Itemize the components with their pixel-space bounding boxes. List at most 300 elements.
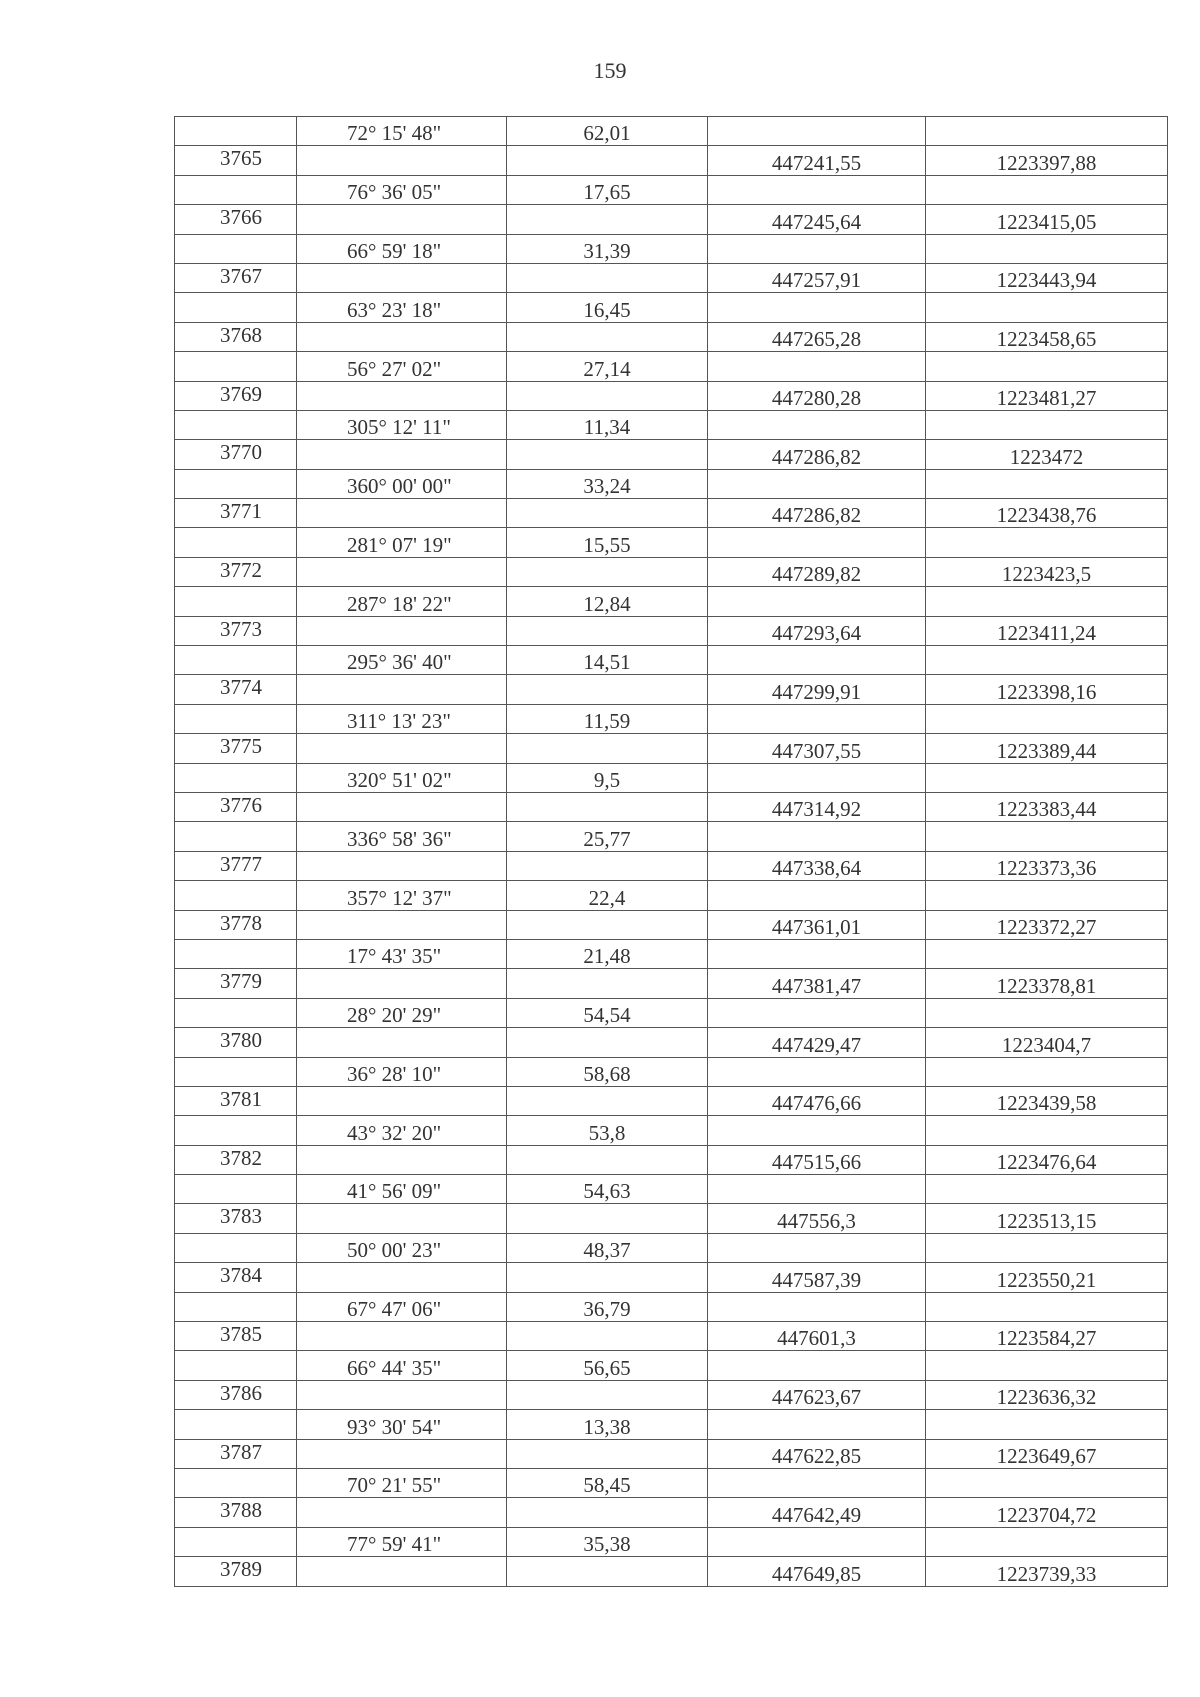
distance-cell: 12,84: [507, 587, 708, 616]
distance-cell: 48,37: [507, 1233, 708, 1262]
segment-row: [175, 881, 1168, 910]
point-row: [175, 440, 1168, 469]
distance-cell: 11,34: [507, 410, 708, 439]
y-cell: [926, 469, 1168, 498]
y-coordinate-cell: 1223378,81: [926, 969, 1168, 998]
point-row: [175, 263, 1168, 292]
point-row: [175, 734, 1168, 763]
segment-row: [175, 939, 1168, 968]
segment-row: [175, 1175, 1168, 1204]
point-row: [175, 322, 1168, 351]
x-coordinate-cell: 447299,91: [708, 675, 926, 704]
point-id-cell: 3789: [175, 1557, 297, 1586]
distance-cell: 58,68: [507, 1057, 708, 1086]
angle-cell: [297, 1557, 507, 1586]
x-coordinate-cell: 447476,66: [708, 1086, 926, 1115]
distance-cell: [507, 1380, 708, 1409]
angle-cell: 41° 56' 09": [297, 1175, 507, 1204]
x-coordinate-cell: 447307,55: [708, 734, 926, 763]
distance-cell: [507, 910, 708, 939]
distance-cell: 21,48: [507, 939, 708, 968]
point-id-cell: 3782: [175, 1145, 297, 1174]
x-coordinate-cell: 447515,66: [708, 1145, 926, 1174]
angle-cell: 28° 20' 29": [297, 998, 507, 1027]
x-cell: [708, 293, 926, 322]
point-cell: [175, 763, 297, 792]
point-cell: [175, 646, 297, 675]
distance-cell: [507, 1322, 708, 1351]
segment-row: [175, 587, 1168, 616]
x-cell: [708, 587, 926, 616]
angle-cell: [297, 616, 507, 645]
angle-cell: [297, 792, 507, 821]
distance-cell: 54,63: [507, 1175, 708, 1204]
x-cell: [708, 1468, 926, 1497]
point-cell: [175, 352, 297, 381]
angle-cell: 66° 59' 18": [297, 234, 507, 263]
x-coordinate-cell: 447289,82: [708, 557, 926, 586]
point-cell: [175, 1468, 297, 1497]
point-row: [175, 1557, 1168, 1586]
angle-cell: [297, 969, 507, 998]
angle-cell: 76° 36' 05": [297, 175, 507, 204]
x-cell: [708, 410, 926, 439]
distance-cell: [507, 205, 708, 234]
y-cell: [926, 293, 1168, 322]
y-cell: [926, 175, 1168, 204]
segment-row: [175, 998, 1168, 1027]
point-id-cell: 3787: [175, 1439, 297, 1468]
distance-cell: [507, 499, 708, 528]
y-coordinate-cell: 1223404,7: [926, 1028, 1168, 1057]
angle-cell: [297, 1380, 507, 1409]
distance-cell: [507, 440, 708, 469]
point-cell: [175, 1116, 297, 1145]
point-row: [175, 557, 1168, 586]
point-row: [175, 1263, 1168, 1292]
y-coordinate-cell: 1223443,94: [926, 263, 1168, 292]
point-row: [175, 969, 1168, 998]
angle-cell: 50° 00' 23": [297, 1233, 507, 1262]
segment-row: [175, 646, 1168, 675]
point-row: [175, 792, 1168, 821]
distance-cell: [507, 1439, 708, 1468]
point-cell: [175, 939, 297, 968]
angle-cell: 56° 27' 02": [297, 352, 507, 381]
x-coordinate-cell: 447623,67: [708, 1380, 926, 1409]
point-row: [175, 616, 1168, 645]
angle-cell: [297, 1028, 507, 1057]
angle-cell: [297, 1145, 507, 1174]
point-cell: [175, 1057, 297, 1086]
x-cell: [708, 704, 926, 733]
angle-cell: 36° 28' 10": [297, 1057, 507, 1086]
x-coordinate-cell: 447601,3: [708, 1322, 926, 1351]
x-coordinate-cell: 447642,49: [708, 1498, 926, 1527]
point-cell: [175, 704, 297, 733]
y-coordinate-cell: 1223411,24: [926, 616, 1168, 645]
x-cell: [708, 1527, 926, 1556]
distance-cell: 56,65: [507, 1351, 708, 1380]
coordinate-table-body: [175, 117, 1168, 1587]
angle-cell: [297, 557, 507, 586]
distance-cell: [507, 263, 708, 292]
x-cell: [708, 1351, 926, 1380]
y-cell: [926, 1527, 1168, 1556]
point-id-cell: 3775: [175, 734, 297, 763]
y-cell: [926, 939, 1168, 968]
x-cell: [708, 1410, 926, 1439]
x-cell: [708, 998, 926, 1027]
x-coordinate-cell: 447286,82: [708, 440, 926, 469]
coordinate-table: [174, 116, 1168, 1587]
segment-row: [175, 822, 1168, 851]
point-id-cell: 3773: [175, 616, 297, 645]
segment-row: [175, 1116, 1168, 1145]
distance-cell: [507, 381, 708, 410]
angle-cell: 281° 07' 19": [297, 528, 507, 557]
point-row: [175, 205, 1168, 234]
point-cell: [175, 881, 297, 910]
point-id-cell: 3783: [175, 1204, 297, 1233]
point-row: [175, 851, 1168, 880]
distance-cell: [507, 557, 708, 586]
angle-cell: [297, 146, 507, 175]
angle-cell: 320° 51' 02": [297, 763, 507, 792]
y-cell: [926, 410, 1168, 439]
segment-row: [175, 352, 1168, 381]
point-id-cell: 3776: [175, 792, 297, 821]
point-id-cell: 3786: [175, 1380, 297, 1409]
y-cell: [926, 881, 1168, 910]
angle-cell: 336° 58' 36": [297, 822, 507, 851]
y-cell: [926, 704, 1168, 733]
angle-cell: [297, 1204, 507, 1233]
angle-cell: [297, 205, 507, 234]
angle-cell: [297, 440, 507, 469]
distance-cell: 54,54: [507, 998, 708, 1027]
segment-row: [175, 763, 1168, 792]
angle-cell: [297, 734, 507, 763]
y-cell: [926, 528, 1168, 557]
point-id-cell: 3768: [175, 322, 297, 351]
segment-row: [175, 469, 1168, 498]
point-row: [175, 1028, 1168, 1057]
distance-cell: 31,39: [507, 234, 708, 263]
point-cell: [175, 1410, 297, 1439]
angle-cell: 305° 12' 11": [297, 410, 507, 439]
point-cell: [175, 998, 297, 1027]
distance-cell: 35,38: [507, 1527, 708, 1556]
point-cell: [175, 528, 297, 557]
segment-row: [175, 1527, 1168, 1556]
angle-cell: 357° 12' 37": [297, 881, 507, 910]
y-cell: [926, 587, 1168, 616]
segment-row: [175, 234, 1168, 263]
y-coordinate-cell: 1223649,67: [926, 1439, 1168, 1468]
x-coordinate-cell: 447556,3: [708, 1204, 926, 1233]
y-coordinate-cell: 1223584,27: [926, 1322, 1168, 1351]
segment-row: [175, 1057, 1168, 1086]
distance-cell: 15,55: [507, 528, 708, 557]
point-row: [175, 675, 1168, 704]
point-cell: [175, 293, 297, 322]
point-row: [175, 1086, 1168, 1115]
y-cell: [926, 234, 1168, 263]
angle-cell: [297, 381, 507, 410]
angle-cell: 295° 36' 40": [297, 646, 507, 675]
distance-cell: 17,65: [507, 175, 708, 204]
distance-cell: 16,45: [507, 293, 708, 322]
point-id-cell: 3784: [175, 1263, 297, 1292]
y-coordinate-cell: 1223383,44: [926, 792, 1168, 821]
segment-row: [175, 293, 1168, 322]
angle-cell: 43° 32' 20": [297, 1116, 507, 1145]
distance-cell: [507, 734, 708, 763]
y-coordinate-cell: 1223550,21: [926, 1263, 1168, 1292]
point-id-cell: 3785: [175, 1322, 297, 1351]
segment-row: [175, 1233, 1168, 1262]
point-row: [175, 146, 1168, 175]
distance-cell: 11,59: [507, 704, 708, 733]
distance-cell: 53,8: [507, 1116, 708, 1145]
segment-row: [175, 175, 1168, 204]
x-cell: [708, 1233, 926, 1262]
point-cell: [175, 1233, 297, 1262]
x-cell: [708, 1175, 926, 1204]
x-cell: [708, 822, 926, 851]
point-cell: [175, 1527, 297, 1556]
point-id-cell: 3788: [175, 1498, 297, 1527]
y-coordinate-cell: 1223704,72: [926, 1498, 1168, 1527]
x-coordinate-cell: 447649,85: [708, 1557, 926, 1586]
y-coordinate-cell: 1223439,58: [926, 1086, 1168, 1115]
point-row: [175, 1322, 1168, 1351]
distance-cell: 13,38: [507, 1410, 708, 1439]
y-cell: [926, 646, 1168, 675]
distance-cell: 36,79: [507, 1292, 708, 1321]
distance-cell: 27,14: [507, 352, 708, 381]
segment-row: [175, 528, 1168, 557]
y-coordinate-cell: 1223373,36: [926, 851, 1168, 880]
point-cell: [175, 822, 297, 851]
y-coordinate-cell: 1223372,27: [926, 910, 1168, 939]
x-coordinate-cell: 447257,91: [708, 263, 926, 292]
distance-cell: 33,24: [507, 469, 708, 498]
y-coordinate-cell: 1223472: [926, 440, 1168, 469]
y-cell: [926, 1057, 1168, 1086]
y-cell: [926, 1410, 1168, 1439]
segment-row: [175, 1292, 1168, 1321]
point-row: [175, 1498, 1168, 1527]
x-cell: [708, 234, 926, 263]
y-cell: [926, 822, 1168, 851]
x-coordinate-cell: 447381,47: [708, 969, 926, 998]
y-coordinate-cell: 1223438,76: [926, 499, 1168, 528]
distance-cell: [507, 322, 708, 351]
point-cell: [175, 175, 297, 204]
y-cell: [926, 1351, 1168, 1380]
y-cell: [926, 352, 1168, 381]
point-id-cell: 3779: [175, 969, 297, 998]
distance-cell: [507, 1145, 708, 1174]
point-id-cell: 3780: [175, 1028, 297, 1057]
segment-row: [175, 1410, 1168, 1439]
distance-cell: [507, 675, 708, 704]
segment-row: [175, 1351, 1168, 1380]
distance-cell: [507, 969, 708, 998]
x-cell: [708, 881, 926, 910]
distance-cell: [507, 792, 708, 821]
distance-cell: [507, 1204, 708, 1233]
point-id-cell: 3778: [175, 910, 297, 939]
y-coordinate-cell: 1223739,33: [926, 1557, 1168, 1586]
x-cell: [708, 1292, 926, 1321]
segment-row: [175, 117, 1168, 146]
distance-cell: [507, 616, 708, 645]
point-id-cell: 3774: [175, 675, 297, 704]
y-coordinate-cell: 1223415,05: [926, 205, 1168, 234]
point-id-cell: 3771: [175, 499, 297, 528]
segment-row: [175, 410, 1168, 439]
point-cell: [175, 1351, 297, 1380]
y-cell: [926, 1116, 1168, 1145]
segment-row: [175, 704, 1168, 733]
x-coordinate-cell: 447241,55: [708, 146, 926, 175]
point-cell: [175, 1292, 297, 1321]
x-cell: [708, 469, 926, 498]
x-coordinate-cell: 447293,64: [708, 616, 926, 645]
distance-cell: [507, 1086, 708, 1115]
angle-cell: 66° 44' 35": [297, 1351, 507, 1380]
x-cell: [708, 646, 926, 675]
x-coordinate-cell: 447265,28: [708, 322, 926, 351]
y-coordinate-cell: 1223481,27: [926, 381, 1168, 410]
point-row: [175, 910, 1168, 939]
point-cell: [175, 117, 297, 146]
x-cell: [708, 939, 926, 968]
angle-cell: [297, 910, 507, 939]
angle-cell: 17° 43' 35": [297, 939, 507, 968]
point-id-cell: 3772: [175, 557, 297, 586]
angle-cell: 72° 15' 48": [297, 117, 507, 146]
angle-cell: [297, 1498, 507, 1527]
angle-cell: 93° 30' 54": [297, 1410, 507, 1439]
distance-cell: 58,45: [507, 1468, 708, 1497]
x-coordinate-cell: 447280,28: [708, 381, 926, 410]
point-cell: [175, 1175, 297, 1204]
x-cell: [708, 117, 926, 146]
angle-cell: [297, 1439, 507, 1468]
segment-row: [175, 1468, 1168, 1497]
distance-cell: 22,4: [507, 881, 708, 910]
point-cell: [175, 469, 297, 498]
x-cell: [708, 528, 926, 557]
page-number: 159: [593, 58, 627, 83]
point-row: [175, 1439, 1168, 1468]
x-coordinate-cell: 447286,82: [708, 499, 926, 528]
point-row: [175, 1204, 1168, 1233]
x-cell: [708, 1057, 926, 1086]
y-coordinate-cell: 1223389,44: [926, 734, 1168, 763]
distance-cell: [507, 1498, 708, 1527]
distance-cell: [507, 851, 708, 880]
x-cell: [708, 352, 926, 381]
distance-cell: [507, 146, 708, 175]
y-cell: [926, 998, 1168, 1027]
x-cell: [708, 1116, 926, 1145]
angle-cell: 67° 47' 06": [297, 1292, 507, 1321]
angle-cell: 287° 18' 22": [297, 587, 507, 616]
x-coordinate-cell: 447361,01: [708, 910, 926, 939]
y-coordinate-cell: 1223476,64: [926, 1145, 1168, 1174]
point-cell: [175, 587, 297, 616]
x-coordinate-cell: 447429,47: [708, 1028, 926, 1057]
angle-cell: [297, 1322, 507, 1351]
x-cell: [708, 763, 926, 792]
y-cell: [926, 763, 1168, 792]
angle-cell: [297, 1263, 507, 1292]
point-id-cell: 3781: [175, 1086, 297, 1115]
angle-cell: 311° 13' 23": [297, 704, 507, 733]
distance-cell: 62,01: [507, 117, 708, 146]
point-row: [175, 381, 1168, 410]
y-coordinate-cell: 1223423,5: [926, 557, 1168, 586]
y-cell: [926, 1233, 1168, 1262]
point-row: [175, 1145, 1168, 1174]
y-coordinate-cell: 1223458,65: [926, 322, 1168, 351]
point-row: [175, 499, 1168, 528]
x-coordinate-cell: 447245,64: [708, 205, 926, 234]
angle-cell: 70° 21' 55": [297, 1468, 507, 1497]
x-coordinate-cell: 447587,39: [708, 1263, 926, 1292]
distance-cell: [507, 1263, 708, 1292]
x-coordinate-cell: 447314,92: [708, 792, 926, 821]
point-cell: [175, 410, 297, 439]
point-id-cell: 3769: [175, 381, 297, 410]
point-id-cell: 3777: [175, 851, 297, 880]
y-cell: [926, 1468, 1168, 1497]
distance-cell: [507, 1557, 708, 1586]
angle-cell: [297, 499, 507, 528]
distance-cell: 9,5: [507, 763, 708, 792]
x-coordinate-cell: 447622,85: [708, 1439, 926, 1468]
x-cell: [708, 175, 926, 204]
distance-cell: 14,51: [507, 646, 708, 675]
point-row: [175, 1380, 1168, 1409]
angle-cell: [297, 322, 507, 351]
angle-cell: 77° 59' 41": [297, 1527, 507, 1556]
point-id-cell: 3766: [175, 205, 297, 234]
y-coordinate-cell: 1223636,32: [926, 1380, 1168, 1409]
point-id-cell: 3767: [175, 263, 297, 292]
point-id-cell: 3770: [175, 440, 297, 469]
angle-cell: 63° 23' 18": [297, 293, 507, 322]
distance-cell: [507, 1028, 708, 1057]
angle-cell: [297, 851, 507, 880]
point-id-cell: 3765: [175, 146, 297, 175]
angle-cell: 360° 00' 00": [297, 469, 507, 498]
point-cell: [175, 234, 297, 263]
x-coordinate-cell: 447338,64: [708, 851, 926, 880]
distance-cell: 25,77: [507, 822, 708, 851]
y-coordinate-cell: 1223513,15: [926, 1204, 1168, 1233]
y-cell: [926, 117, 1168, 146]
angle-cell: [297, 1086, 507, 1115]
angle-cell: [297, 675, 507, 704]
angle-cell: [297, 263, 507, 292]
y-cell: [926, 1175, 1168, 1204]
